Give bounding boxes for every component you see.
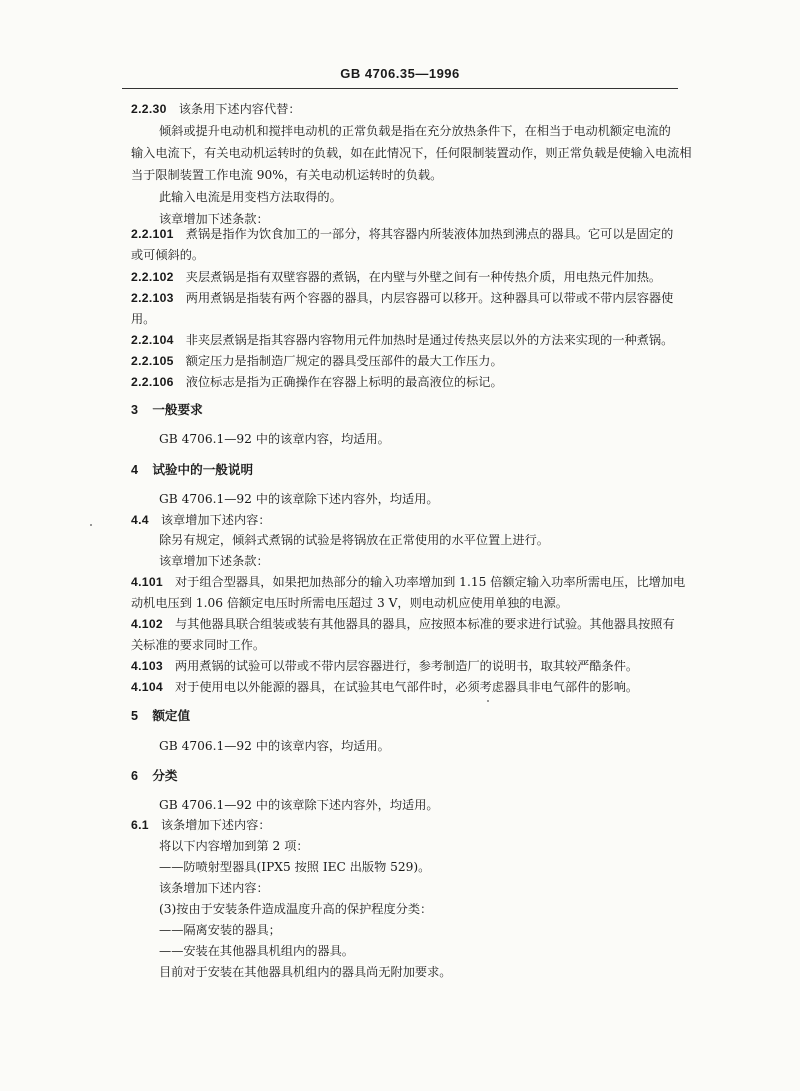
clause-number: 4.101: [131, 575, 163, 589]
clause-4-4: [131, 512, 271, 528]
clause-text: 对于组合型器具，如果把加热部分的输入功率增加到 1.15 倍额定输入功率所需电压，比增加电: [175, 575, 686, 589]
section-title: 一般要求: [152, 402, 203, 417]
clause-text: 该条增加下述内容：: [160, 818, 271, 832]
clause-text: 非夹层煮锅是指其容器内容物用元件加热时是通过传热夹层以外的方法来实现的一种煮锅。: [185, 333, 674, 347]
section-title: 试验中的一般说明: [152, 462, 254, 477]
section-6-heading: [131, 768, 178, 784]
clause-number: 2.2.30: [131, 102, 167, 116]
clause-number: 2.2.101: [131, 227, 174, 241]
clause-text: 液位标志是指为正确操作在容器上标明的最高液位的标记。: [185, 375, 503, 389]
text-line: 动机电压到 1.06 倍额定电压时所需电压超过 3 V，则电动机应使用单独的电源。: [131, 596, 568, 610]
clause-6-1: [131, 817, 271, 833]
scan-speck: [487, 700, 489, 702]
clause-text: 与其他器具联合组装或装有其他器具的器具，应按照本标准的要求进行试验。其他器具按照有: [175, 617, 675, 631]
clause-2-2-101: [131, 226, 673, 242]
text-line: GB 4706.1—92 中的该章除下述内容外，均适用。: [159, 798, 439, 812]
section-5-heading: [131, 708, 190, 724]
text-line: ——防喷射型器具(IPX5 按照 IEC 出版物 529)。: [159, 860, 431, 874]
text-line: GB 4706.1—92 中的该章内容，均适用。: [159, 432, 390, 446]
text-line: 目前对于安装在其他器具机组内的器具尚无附加要求。: [159, 965, 452, 979]
clause-text: 煮锅是指作为饮食加工的一部分，将其容器内所装液体加热到沸点的器具。它可以是固定的: [185, 227, 674, 241]
text-line: 该章增加下述条款：: [159, 212, 269, 226]
clause-2-2-106: [131, 374, 503, 390]
clause-number: 6.1: [131, 818, 149, 832]
section-number: 6: [131, 769, 139, 783]
text-line: 关标准的要求同时工作。: [131, 638, 266, 652]
clause-number: 4.4: [131, 513, 149, 527]
clause-number: 4.104: [131, 680, 163, 694]
text-line: 该条增加下述内容：: [159, 881, 269, 895]
text-line: 除另有规定，倾斜式煮锅的试验是将锅放在正常使用的水平位置上进行。: [159, 533, 549, 547]
section-number: 4: [131, 463, 139, 477]
text-line: 将以下内容增加到第 2 项：: [159, 839, 309, 853]
text-line: GB 4706.1—92 中的该章内容，均适用。: [159, 739, 390, 753]
clause-number: 2.2.105: [131, 354, 174, 368]
text-line: 该章增加下述条款：: [159, 554, 269, 568]
clause-2-2-102: [131, 269, 661, 285]
clause-2-2-105: [131, 353, 503, 369]
header-rule: [122, 88, 678, 89]
section-title: 分类: [152, 768, 178, 783]
clause-number: 4.103: [131, 659, 163, 673]
clause-text: 夹层煮锅是指有双壁容器的煮锅，在内壁与外壁之间有一种传热介质，用电热元件加热。: [185, 270, 662, 284]
text-line: ——安装在其他器具机组内的器具。: [159, 944, 354, 958]
text-line: 用。: [131, 312, 156, 326]
scan-speck: [90, 524, 92, 526]
standard-header: GB 4706.35—1996: [340, 66, 460, 81]
clause-text: 该章增加下述内容：: [160, 513, 271, 527]
clause-text: 额定压力是指制造厂规定的器具受压部件的最大工作压力。: [185, 354, 503, 368]
clause-text: 两用煮锅的试验可以带或不带内层容器进行，参考制造厂的说明书，取其较严酷条件。: [175, 659, 639, 673]
clause-number: 2.2.104: [131, 333, 174, 347]
section-number: 5: [131, 709, 139, 723]
clause-number: 2.2.102: [131, 270, 174, 284]
clause-4-101: [131, 574, 685, 590]
clause-number: 2.2.103: [131, 291, 174, 305]
text-line: 或可倾斜的。: [131, 248, 205, 262]
clause-text: 该条用下述内容代替：: [178, 102, 301, 116]
section-3-heading: [131, 402, 203, 418]
text-line: ——隔离安装的器具；: [159, 923, 281, 937]
section-4-heading: [131, 462, 253, 478]
clause-4-102: [131, 616, 675, 632]
clause-2-2-30: [131, 101, 301, 117]
clause-text: 对于使用电以外能源的器具，在试验其电气部件时，必须考虑器具非电气部件的影响。: [175, 680, 639, 694]
text-line: 当于限制装置工作电流 90%，有关电动机运转时的负载。: [131, 168, 443, 182]
clause-number: 2.2.106: [131, 375, 174, 389]
clause-4-104: [131, 679, 638, 695]
text-line: 倾斜或提升电动机和搅拌电动机的正常负载是指在充分放热条件下，在相当于电动机额定电流的: [159, 124, 671, 138]
text-line: 输入电流下，有关电动机运转时的负载，如在此情况下，任何限制装置动作，则正常负载是使输入电流相: [131, 146, 692, 160]
section-title: 额定值: [152, 708, 191, 723]
clause-text: 两用煮锅是指装有两个容器的器具，内层容器可以移开。这种器具可以带或不带内层容器使: [185, 291, 674, 305]
section-number: 3: [131, 403, 139, 417]
text-line: GB 4706.1—92 中的该章除下述内容外，均适用。: [159, 492, 439, 506]
clause-2-2-103: [131, 290, 673, 306]
clause-number: 4.102: [131, 617, 163, 631]
clause-4-103: [131, 658, 638, 674]
text-line: 此输入电流是用变档方法取得的。: [159, 190, 342, 204]
text-line: (3)按由于安装条件造成温度升高的保护程度分类：: [159, 902, 433, 916]
clause-2-2-104: [131, 332, 673, 348]
